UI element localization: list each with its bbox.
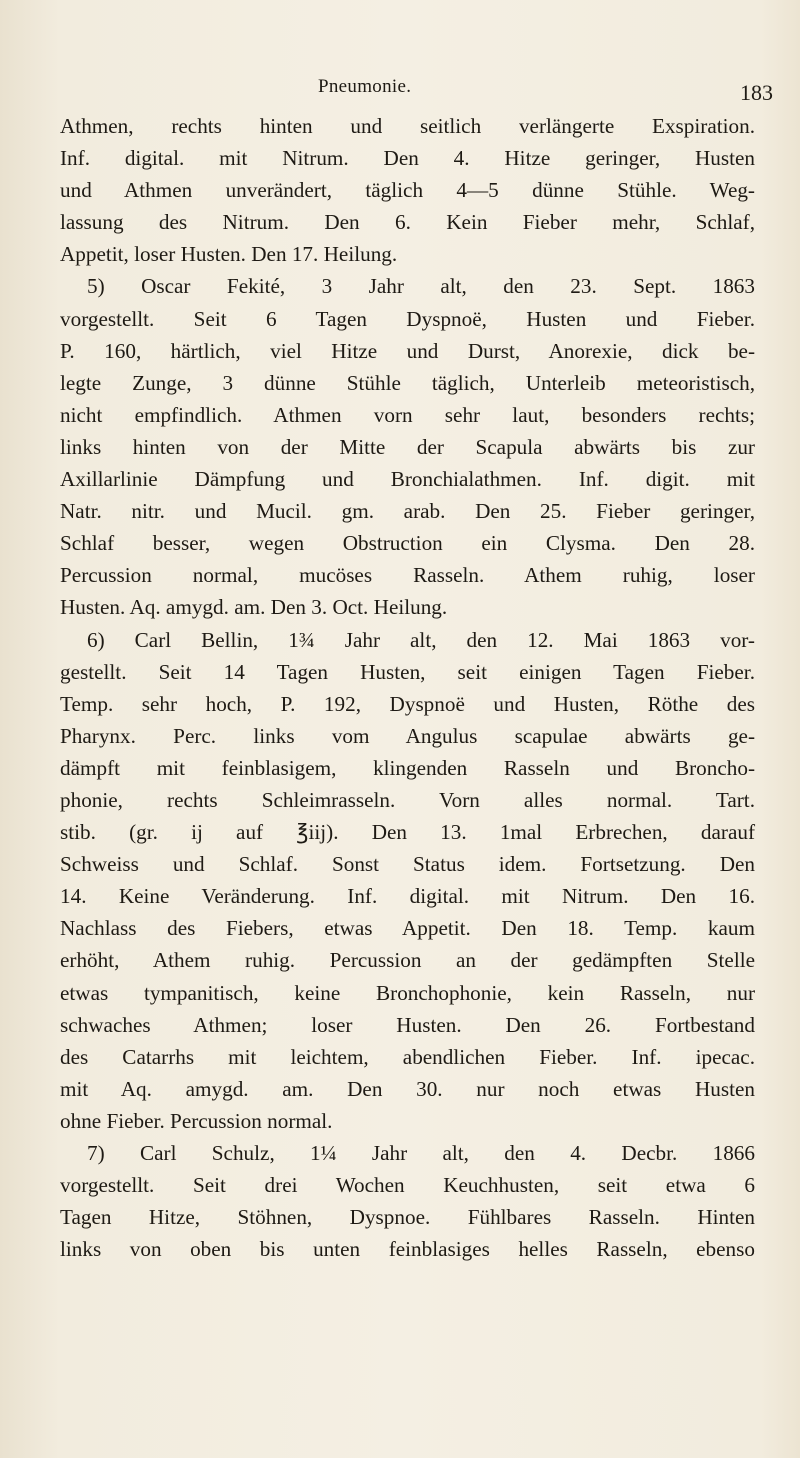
text-line: gestellt. Seit 14 Tagen Husten, seit einigen Tagen Fieber. xyxy=(60,659,755,684)
text-line: phonie, rechts Schleimrasseln. Vorn alles normal. Tart. xyxy=(60,787,755,812)
text-line: Pharynx. Perc. links vom Angulus scapulae abwärts ge- xyxy=(60,723,755,748)
running-title: Pneumonie. xyxy=(318,76,412,97)
page-number: 183 xyxy=(740,80,773,105)
text-line: Percussion normal, mucöses Rasseln. Athem ruhig, loser xyxy=(60,563,755,588)
text-line: stib. (gr. ij auf ℥iij). Den 13. 1mal Erbrechen, darauf xyxy=(60,820,755,845)
text-line: Athmen, rechts hinten und seitlich verlängerte Exspiration. xyxy=(60,114,755,138)
case-heading-line: 6) Carl Bellin, 1¾ Jahr alt, den 12. Mai 1863 vor- xyxy=(87,627,755,652)
text-line: legte Zunge, 3 dünne Stühle täglich, Unterleib meteoristisch, xyxy=(60,370,755,395)
text-line: Tagen Hitze, Stöhnen, Dyspnoe. Fühlbares Rasseln. Hinten xyxy=(60,1205,755,1230)
case-heading-line: 7) Carl Schulz, 1¼ Jahr alt, den 4. Decbr. 1866 xyxy=(87,1141,755,1165)
text-line: vorgestellt. Seit 6 Tagen Dyspnoë, Husten und Fieber. xyxy=(60,306,755,331)
text-line: des Catarrhs mit leichtem, abendlichen Fieber. Inf. ipecac. xyxy=(60,1044,755,1069)
text-line: und Athmen unverändert, täglich 4—5 dünne Stühle. Weg- xyxy=(60,178,755,203)
text-line: Schlaf besser, wegen Obstruction ein Clysma. Den 28. xyxy=(60,531,755,556)
text-line: nicht empfindlich. Athmen vorn sehr laut, besonders rechts; xyxy=(60,402,755,427)
text-line: erhöht, Athem ruhig. Percussion an der gedämpften Stelle xyxy=(60,948,755,973)
text-line: schwaches Athmen; loser Husten. Den 26. Fortbestand xyxy=(60,1012,755,1037)
text-line: Natr. nitr. und Mucil. gm. arab. Den 25. Fieber geringer, xyxy=(60,499,755,524)
text-line: ohne Fieber. Percussion normal. xyxy=(60,1108,333,1133)
text-line: vorgestellt. Seit drei Wochen Keuchhusten, seit etwa 6 xyxy=(60,1173,755,1198)
text-line: mit Aq. amygd. am. Den 30. nur noch etwas Husten xyxy=(60,1076,755,1101)
text-line: Inf. digital. mit Nitrum. Den 4. Hitze geringer, Husten xyxy=(60,146,755,171)
text-line: links hinten von der Mitte der Scapula abwärts bis zur xyxy=(60,434,755,459)
text-line: lassung des Nitrum. Den 6. Kein Fieber mehr, Schlaf, xyxy=(60,210,755,235)
text-line: Nachlass des Fiebers, etwas Appetit. Den 18. Temp. kaum xyxy=(60,916,755,941)
text-line: 14. Keine Veränderung. Inf. digital. mit Nitrum. Den 16. xyxy=(60,884,755,909)
text-line: Temp. sehr hoch, P. 192, Dyspnoë und Husten, Röthe des xyxy=(60,691,755,716)
text-line: Axillarlinie Dämpfung und Bronchialathmen. Inf. digit. mit xyxy=(60,467,755,492)
text-line: Husten. Aq. amygd. am. Den 3. Oct. Heilung. xyxy=(60,595,448,620)
text-line: dämpft mit feinblasigem, klingenden Rasseln und Broncho- xyxy=(60,755,755,780)
text-line: Appetit, loser Husten. Den 17. Heilung. xyxy=(60,242,398,267)
text-line: links von oben bis unten feinblasiges helles Rasseln, ebenso xyxy=(60,1237,755,1262)
body-text xyxy=(60,110,755,1265)
text-line: etwas tympanitisch, keine Bronchophonie, kein Rasseln, nur xyxy=(60,980,755,1005)
page-header xyxy=(0,72,800,112)
text-line: Schweiss und Schlaf. Sonst Status idem. Fortsetzung. Den xyxy=(60,852,755,877)
case-heading-line: 5) Oscar Fekité, 3 Jahr alt, den 23. Sept. 1863 xyxy=(87,274,755,299)
text-line: P. 160, härtlich, viel Hitze und Durst, Anorexie, dick be- xyxy=(60,338,755,363)
